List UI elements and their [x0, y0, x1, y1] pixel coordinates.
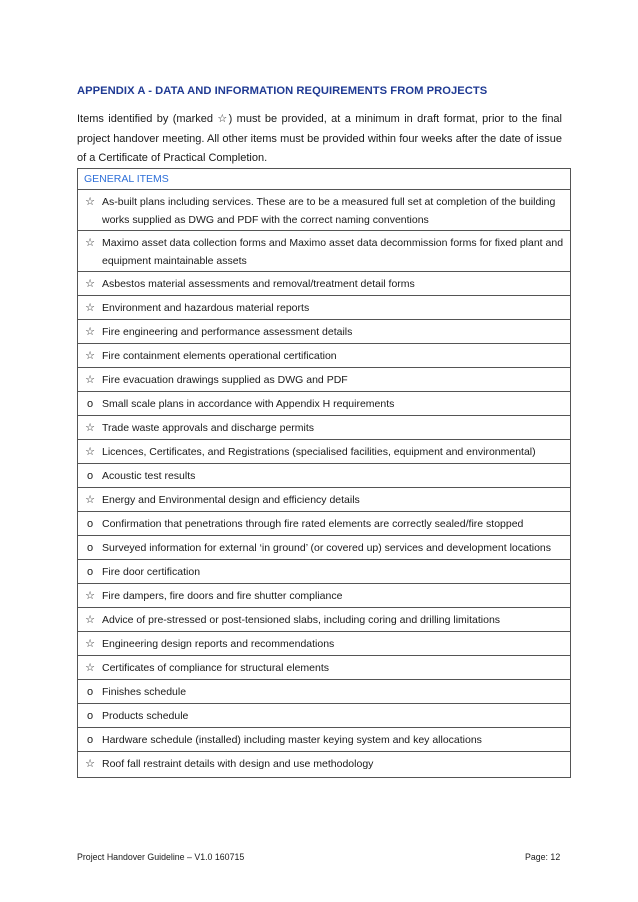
- table-row: [78, 272, 570, 296]
- table-row: [78, 296, 570, 320]
- row-text: Hardware schedule (installed) including master keying system and key allocations: [102, 734, 482, 746]
- table-row: [78, 464, 570, 488]
- circle-marker-icon: o: [86, 710, 94, 722]
- row-text: Fire engineering and performance assessment details: [102, 326, 353, 338]
- star-marker-icon: ☆: [85, 758, 95, 770]
- row-text: Confirmation that penetrations through fire rated elements are correctly sealed/fire stopped: [102, 518, 524, 530]
- star-marker-icon: ☆: [85, 662, 95, 674]
- row-text: Environment and hazardous material reports: [102, 302, 310, 314]
- table-row: [78, 752, 570, 777]
- table-row: [78, 536, 570, 560]
- star-marker-icon: ☆: [85, 590, 95, 602]
- row-text: Energy and Environmental design and efficiency details: [102, 494, 360, 506]
- table-row: [78, 728, 570, 752]
- footer-document-title: Project Handover Guideline – V1.0 160715: [77, 852, 245, 862]
- table-row: [78, 440, 570, 464]
- circle-marker-icon: o: [86, 566, 94, 578]
- row-text: Surveyed information for external ‘in ground’ (or covered up) services and development locations: [102, 542, 552, 554]
- circle-marker-icon: o: [86, 470, 94, 482]
- circle-marker-icon: o: [86, 686, 94, 698]
- table-row: [78, 584, 570, 608]
- table-row: [78, 344, 570, 368]
- star-marker-icon: ☆: [85, 494, 95, 506]
- row-text: Fire evacuation drawings supplied as DWG and PDF: [102, 374, 348, 386]
- requirements-table: [77, 168, 571, 778]
- row-text: Trade waste approvals and discharge permits: [102, 422, 315, 434]
- star-marker-icon: ☆: [85, 422, 95, 434]
- row-text: Advice of pre-stressed or post-tensioned slabs, including coring and drilling limitations: [102, 614, 501, 626]
- table-row: [78, 656, 570, 680]
- table-row: [78, 190, 570, 231]
- table-row: [78, 368, 570, 392]
- star-marker-icon: ☆: [85, 374, 95, 386]
- star-marker-icon: ☆: [85, 326, 95, 338]
- table-row: [78, 560, 570, 584]
- star-marker-icon: ☆: [85, 278, 95, 290]
- table-row: [78, 392, 570, 416]
- star-marker-icon: ☆: [85, 614, 95, 626]
- star-marker-icon: ☆: [85, 237, 95, 249]
- table-row: [78, 320, 570, 344]
- footer-page-number: Page: 12: [525, 852, 561, 862]
- table-row: [78, 512, 570, 536]
- circle-marker-icon: o: [86, 518, 94, 530]
- circle-marker-icon: o: [86, 398, 94, 410]
- row-text: Engineering design reports and recommendations: [102, 638, 335, 650]
- star-marker-icon: ☆: [85, 446, 95, 458]
- row-text: Fire door certification: [102, 566, 201, 578]
- table-row: [78, 704, 570, 728]
- circle-marker-icon: o: [86, 734, 94, 746]
- star-marker-icon: ☆: [85, 350, 95, 362]
- table-row: [78, 608, 570, 632]
- row-text: As-built plans including services. These are to be a measured full set at completion of the building works supplied as DWG and PDF with the correct naming conventions: [102, 196, 556, 226]
- row-text: Products schedule: [102, 710, 189, 722]
- row-text: Certificates of compliance for structural elements: [102, 662, 330, 674]
- row-text: Fire containment elements operational certification: [102, 350, 337, 362]
- row-text: Acoustic test results: [102, 470, 196, 482]
- table-row: [78, 632, 570, 656]
- circle-marker-icon: o: [86, 542, 94, 554]
- table-row: [78, 680, 570, 704]
- intro-paragraph: Items identified by (marked ☆) must be provided, at a minimum in draft format, prior to the final project handover meeting. All other items must be provided within four weeks after the date of issue of a Certificate of Practical Completion.: [77, 113, 562, 164]
- row-text: Fire dampers, fire doors and fire shutter compliance: [102, 590, 343, 602]
- table-row: [78, 488, 570, 512]
- star-marker-icon: ☆: [85, 302, 95, 314]
- row-text: Small scale plans in accordance with Appendix H requirements: [102, 398, 395, 410]
- row-text: Roof fall restraint details with design and use methodology: [102, 758, 374, 770]
- row-text: Finishes schedule: [102, 686, 187, 698]
- row-text: Asbestos material assessments and removal/treatment detail forms: [102, 278, 415, 290]
- star-marker-icon: ☆: [85, 638, 95, 650]
- page-heading: APPENDIX A - DATA AND INFORMATION REQUIREMENTS FROM PROJECTS: [77, 85, 488, 97]
- table-row: [78, 416, 570, 440]
- star-marker-icon: ☆: [85, 196, 95, 208]
- row-text: Licences, Certificates, and Registrations (specialised facilities, equipment and environmental): [102, 446, 536, 458]
- section-title: GENERAL ITEMS: [78, 169, 570, 190]
- row-text: Maximo asset data collection forms and Maximo asset data decommission forms for fixed plant and equipment maintainable assets: [102, 237, 564, 267]
- table-row: [78, 231, 570, 272]
